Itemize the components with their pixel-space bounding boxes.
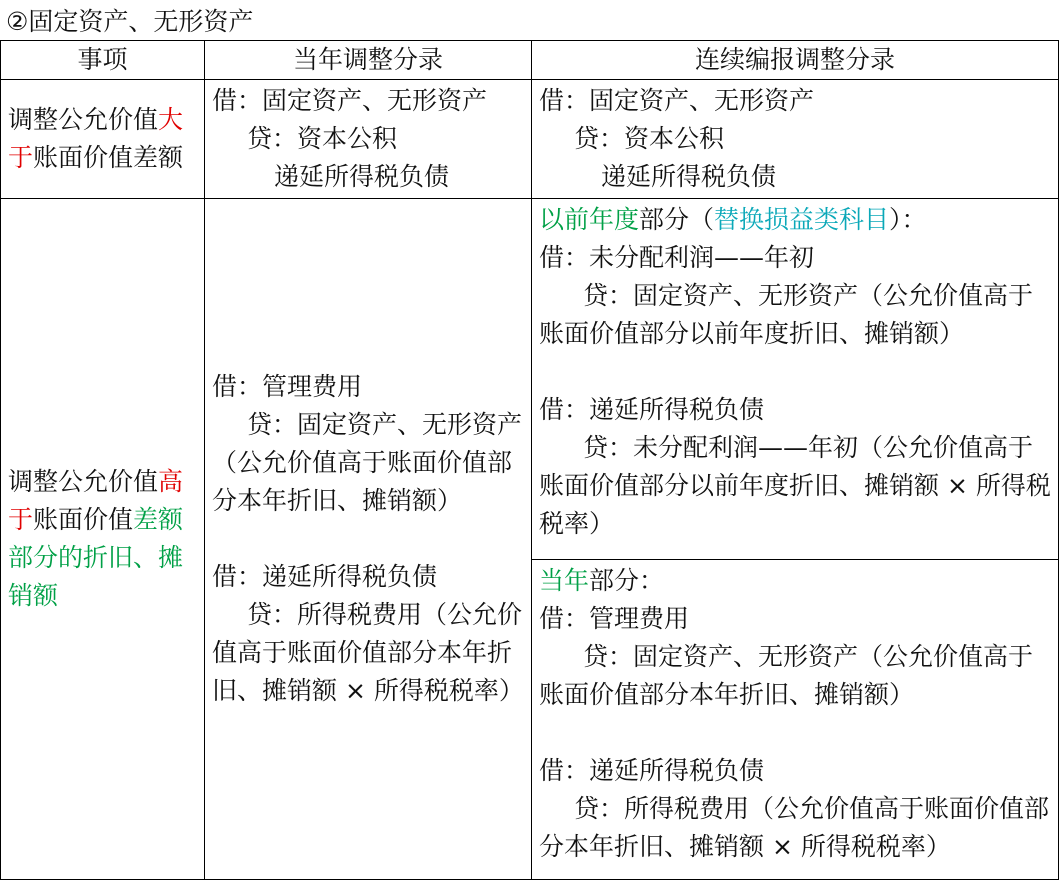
row1-cur-credit-1: 贷：资本公积	[247, 124, 398, 153]
prior-credit-2: 贷：未分配利润——年初（公允价值高于账面价值部分以前年度折旧、摊销额 × 所得税税率）	[539, 433, 1051, 538]
table-row	[1, 80, 1059, 199]
header-item: 事项	[1, 41, 205, 80]
row2-current-year-cell	[532, 560, 1059, 880]
row1-con-credit-1: 贷：资本公积	[574, 124, 725, 153]
row1-cur-credit-2: 递延所得税负债	[274, 162, 450, 191]
replace-pl-accounts-label: 替换损益类科目	[714, 205, 890, 234]
prior-years-label: 以前年度	[539, 205, 640, 234]
row1-item-part-b: 大	[158, 105, 184, 134]
row1-item-part-a: 调整公允价值	[8, 105, 159, 134]
row1-item-part-d: 账面价值差额	[33, 143, 184, 172]
cy-credit-2: 贷：所得税费用（公允价值高于账面价值部分本年折旧、摊销额 × 所得税税率）	[539, 794, 1050, 861]
header-row	[1, 41, 1059, 80]
row2-prior-years-cell	[532, 199, 1059, 560]
row2-item-part-d: 差额部分的折旧、摊销额	[8, 505, 184, 610]
row2-cur-debit-1: 借：管理费用	[212, 372, 363, 401]
row1-item-part-c: 于	[8, 143, 34, 172]
prior-credit-1: 贷：固定资产、无形资产（公允价值高于账面价值部分以前年度折旧、摊销额）	[539, 281, 1034, 348]
prior-years-heading-end: ）：	[889, 205, 927, 234]
row2-item-part-b: 高于	[8, 467, 184, 534]
row2-current-cell	[205, 199, 532, 880]
row1-item-text	[1, 99, 204, 179]
row1-consolidated-cell	[532, 80, 1059, 199]
row1-item-cell	[1, 80, 205, 199]
row1-cur-debit: 借：固定资产、无形资产	[212, 86, 488, 115]
row1-con-credit-2: 递延所得税负债	[601, 162, 777, 191]
cy-spacer	[539, 714, 1052, 752]
current-year-label: 当年	[539, 566, 590, 595]
cy-debit-1: 借：管理费用	[539, 604, 690, 633]
row2-item-part-a: 调整公允价值	[8, 467, 159, 496]
row2-item-part-c: 账面价值	[33, 505, 134, 534]
header-current-year: 当年调整分录	[205, 41, 532, 80]
adjustment-table	[0, 40, 1059, 880]
row2-cur-credit-2: 贷：所得税费用（公允价值高于账面价值部分本年折旧、摊销额 × 所得税税率）	[212, 600, 524, 705]
prior-debit-2: 借：递延所得税负债	[539, 395, 765, 424]
current-year-heading	[539, 562, 1052, 600]
prior-spacer	[539, 353, 1052, 391]
row2-cur-credit-1: 贷：固定资产、无形资产（公允价值高于账面价值部分本年折旧、摊销额）	[212, 410, 523, 515]
row2-item-text	[1, 461, 204, 617]
current-year-part-label: 部分：	[589, 566, 665, 595]
header-consolidated: 连续编报调整分录	[532, 41, 1059, 80]
table-row	[1, 199, 1059, 560]
row1-current-cell	[205, 80, 532, 199]
prior-debit-1: 借：未分配利润——年初	[539, 243, 815, 272]
row1-con-debit: 借：固定资产、无形资产	[539, 86, 815, 115]
row2-item-cell	[1, 199, 205, 880]
prior-years-part-label: 部分（	[639, 205, 715, 234]
section-title: ②固定资产、无形资产	[6, 7, 254, 36]
prior-years-heading	[539, 201, 1052, 239]
row2-cur-spacer	[212, 520, 525, 558]
row2-cur-debit-2: 借：递延所得税负债	[212, 562, 438, 591]
cy-debit-2: 借：递延所得税负债	[539, 756, 765, 785]
cy-credit-1: 贷：固定资产、无形资产（公允价值高于账面价值部分本年折旧、摊销额）	[539, 642, 1034, 709]
